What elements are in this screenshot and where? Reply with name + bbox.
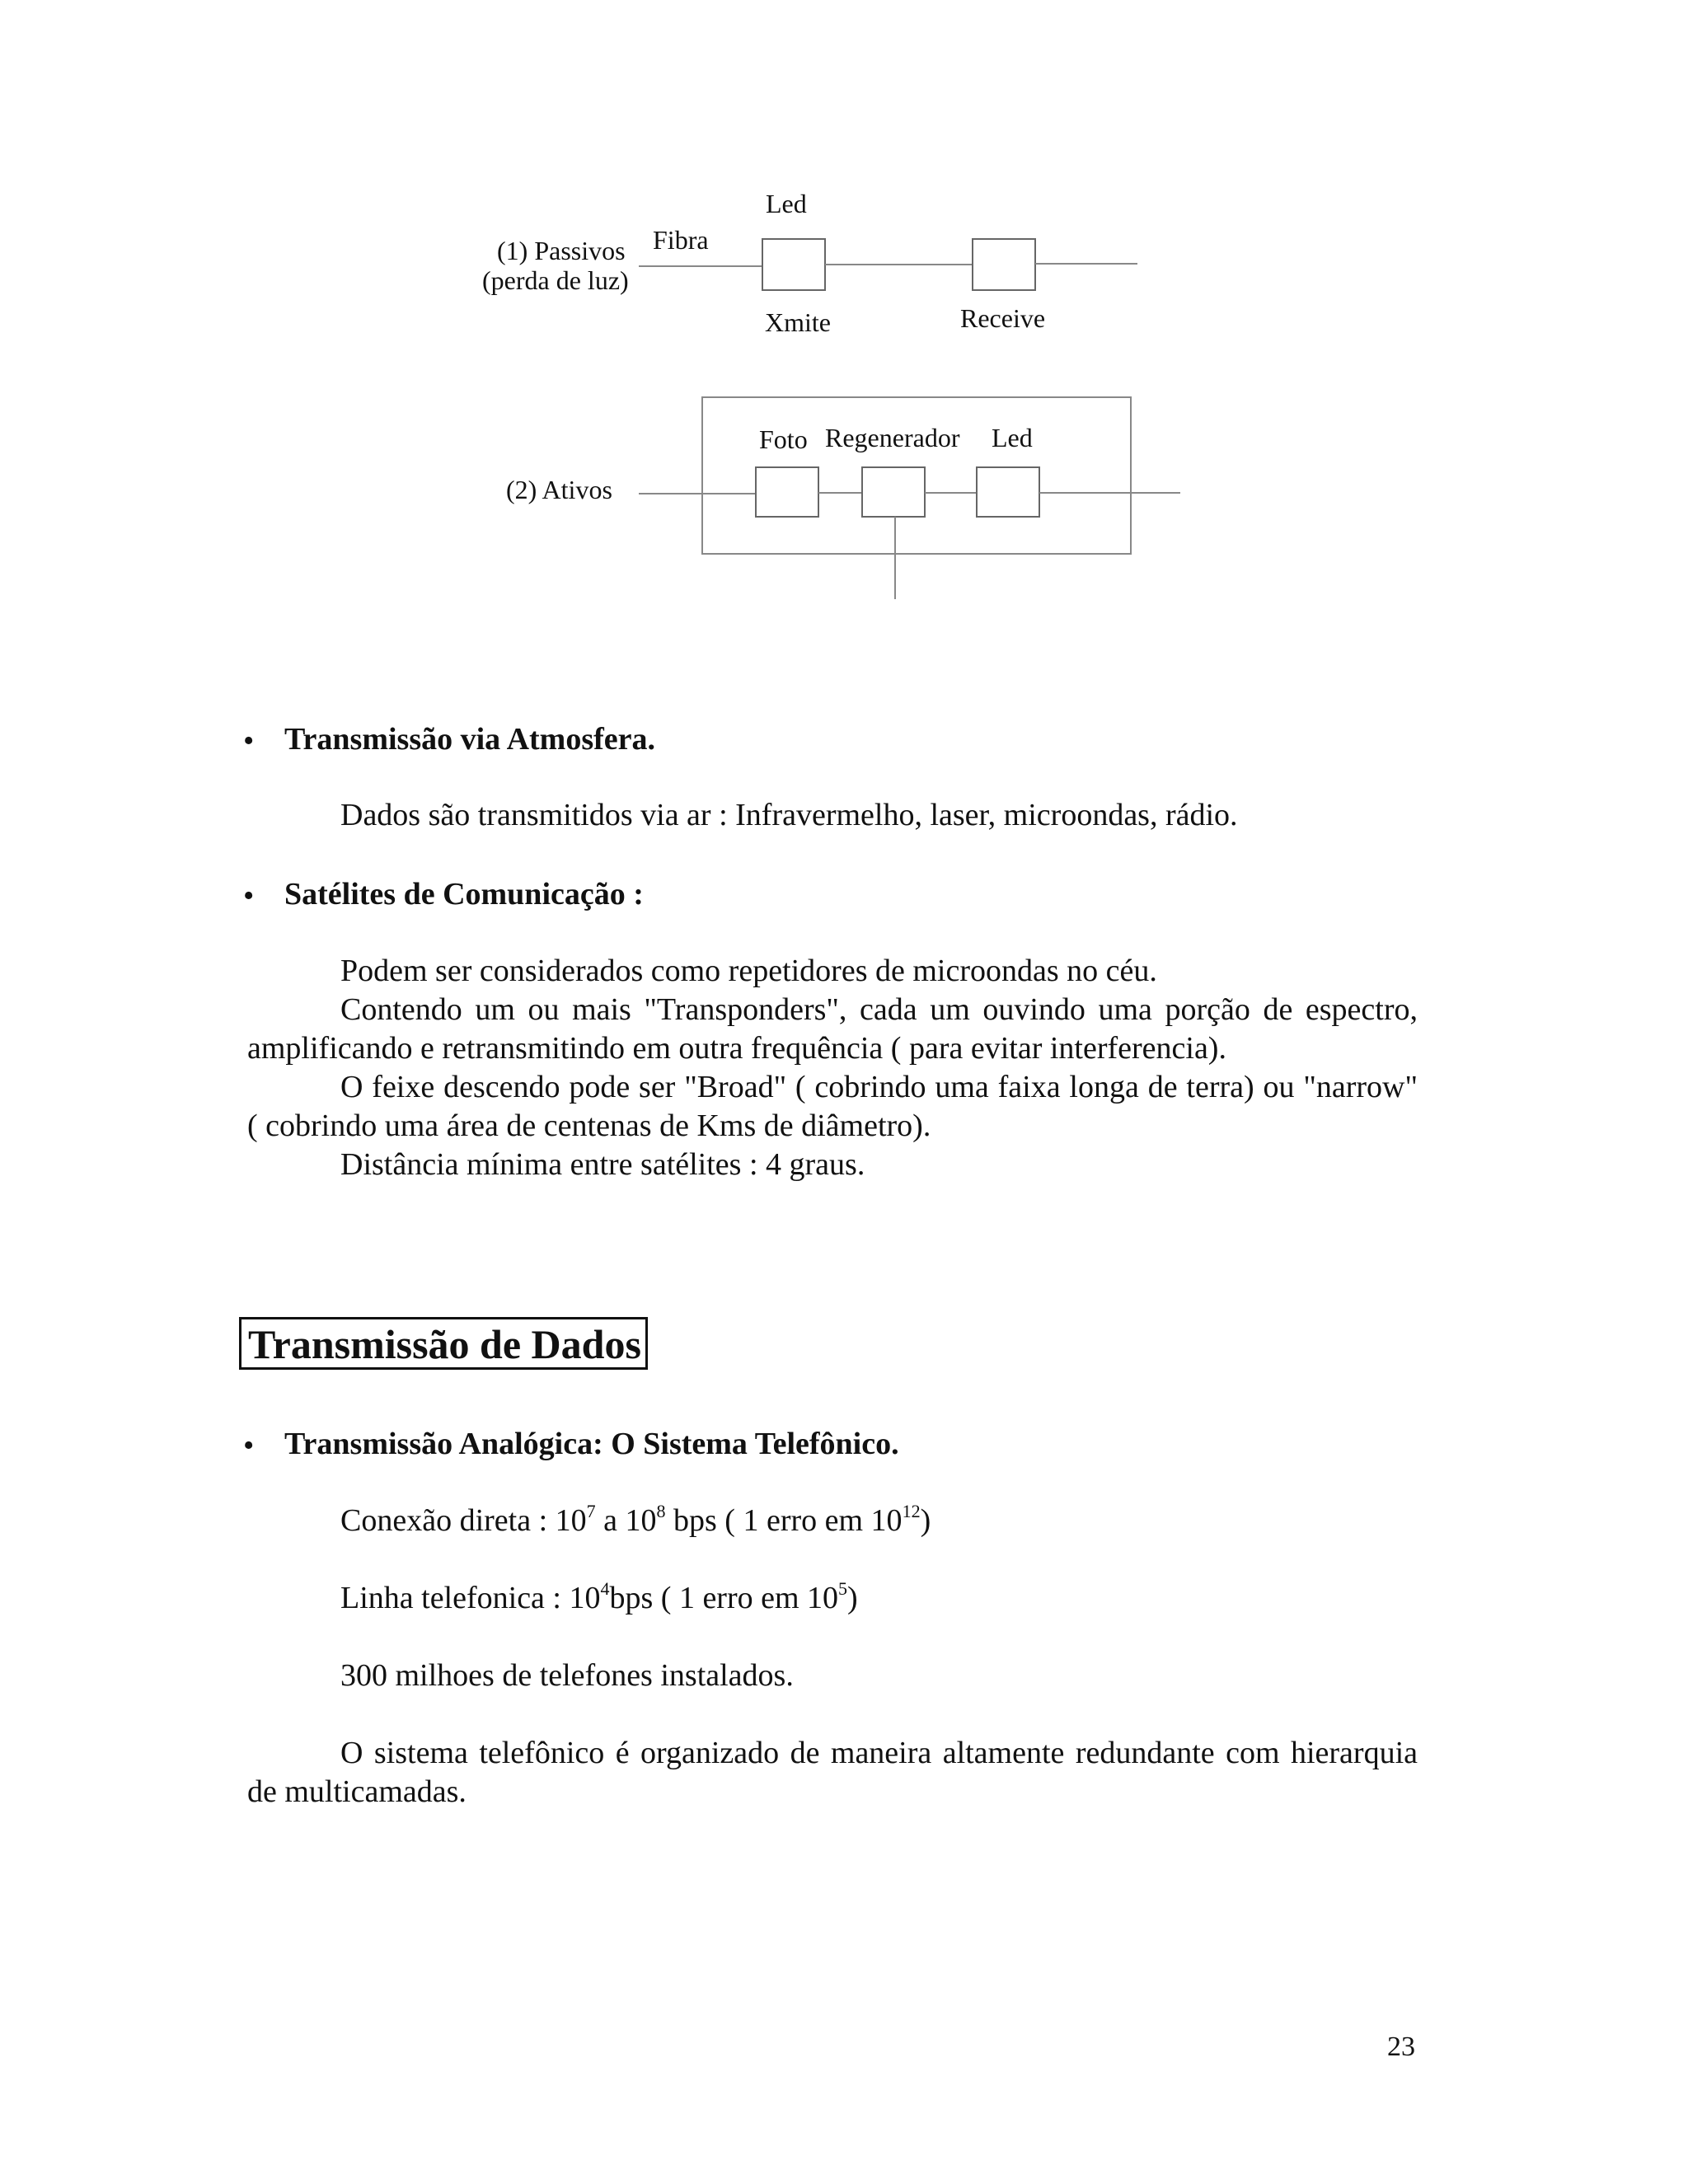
telefones-line: 300 milhoes de telefones instalados. (340, 1658, 794, 1693)
sistema-paragraph: O sistema telefônico é organizado de maneira altamente redundante com hierarquia de multicamadas. (247, 1736, 1418, 1809)
atmosfera-text: Dados são transmitidos via ar : Infravermelho, laser, microondas, rádio. (340, 798, 1238, 832)
ativos-label: (2) Ativos (506, 475, 612, 504)
satelites-p2: Contendo um ou mais "Transponders", cada um ouvindo uma porção de espectro, amplificando e retransmitindo em outra frequência ( para evitar interferencia). (247, 992, 1418, 1066)
led-box (977, 467, 1039, 517)
foto-box (756, 467, 818, 517)
regenerador-box (862, 467, 925, 517)
atmosfera-heading: Transmissão via Atmosfera. (284, 722, 655, 757)
repeater-enclosure (702, 397, 1131, 554)
foto-label: Foto (759, 424, 808, 454)
fibra-label: Fibra (653, 225, 709, 255)
xmite-label: Xmite (765, 307, 831, 337)
satelites-p1: Podem ser considerados como repetidores de microondas no céu. (340, 954, 1157, 988)
conexao-direta-line: Conexão direta : $10^7$ a $10^8$ bps ( 1 erro em $10^{12}$) (340, 1501, 931, 1538)
receive-box (973, 239, 1035, 290)
led-xmite-box (762, 239, 825, 290)
bullet: • (243, 879, 255, 913)
bullet: • (243, 1428, 255, 1463)
section-title: Transmissão de Dados (239, 1317, 648, 1370)
page-number: 23 (1387, 2032, 1415, 2062)
regenerador-label: Regenerador (825, 423, 960, 452)
satelites-p3: O feixe descendo pode ser "Broad" ( cobrindo uma faixa longa de terra) ou "narrow" ( cobrindo uma área de centenas de Kms de diâmetro). (247, 1070, 1418, 1143)
analogica-heading: Transmissão Analógica: O Sistema Telefônico. (284, 1427, 899, 1461)
receive-label: Receive (960, 303, 1046, 333)
satelites-p4: Distância mínima entre satélites : 4 graus. (340, 1147, 865, 1182)
linha-telefonica-line: Linha telefonica : $10^4bps$ ( 1 erro em $10^5$) (340, 1578, 858, 1615)
perda-de-luz-label: (perda de luz) (482, 265, 629, 295)
bullet: • (243, 724, 255, 758)
passivos-label: (1) Passivos (497, 236, 626, 265)
led-ativos-label: Led (992, 423, 1033, 452)
satelites-heading: Satélites de Comunicação : (284, 877, 644, 912)
led-label: Led (766, 189, 807, 218)
